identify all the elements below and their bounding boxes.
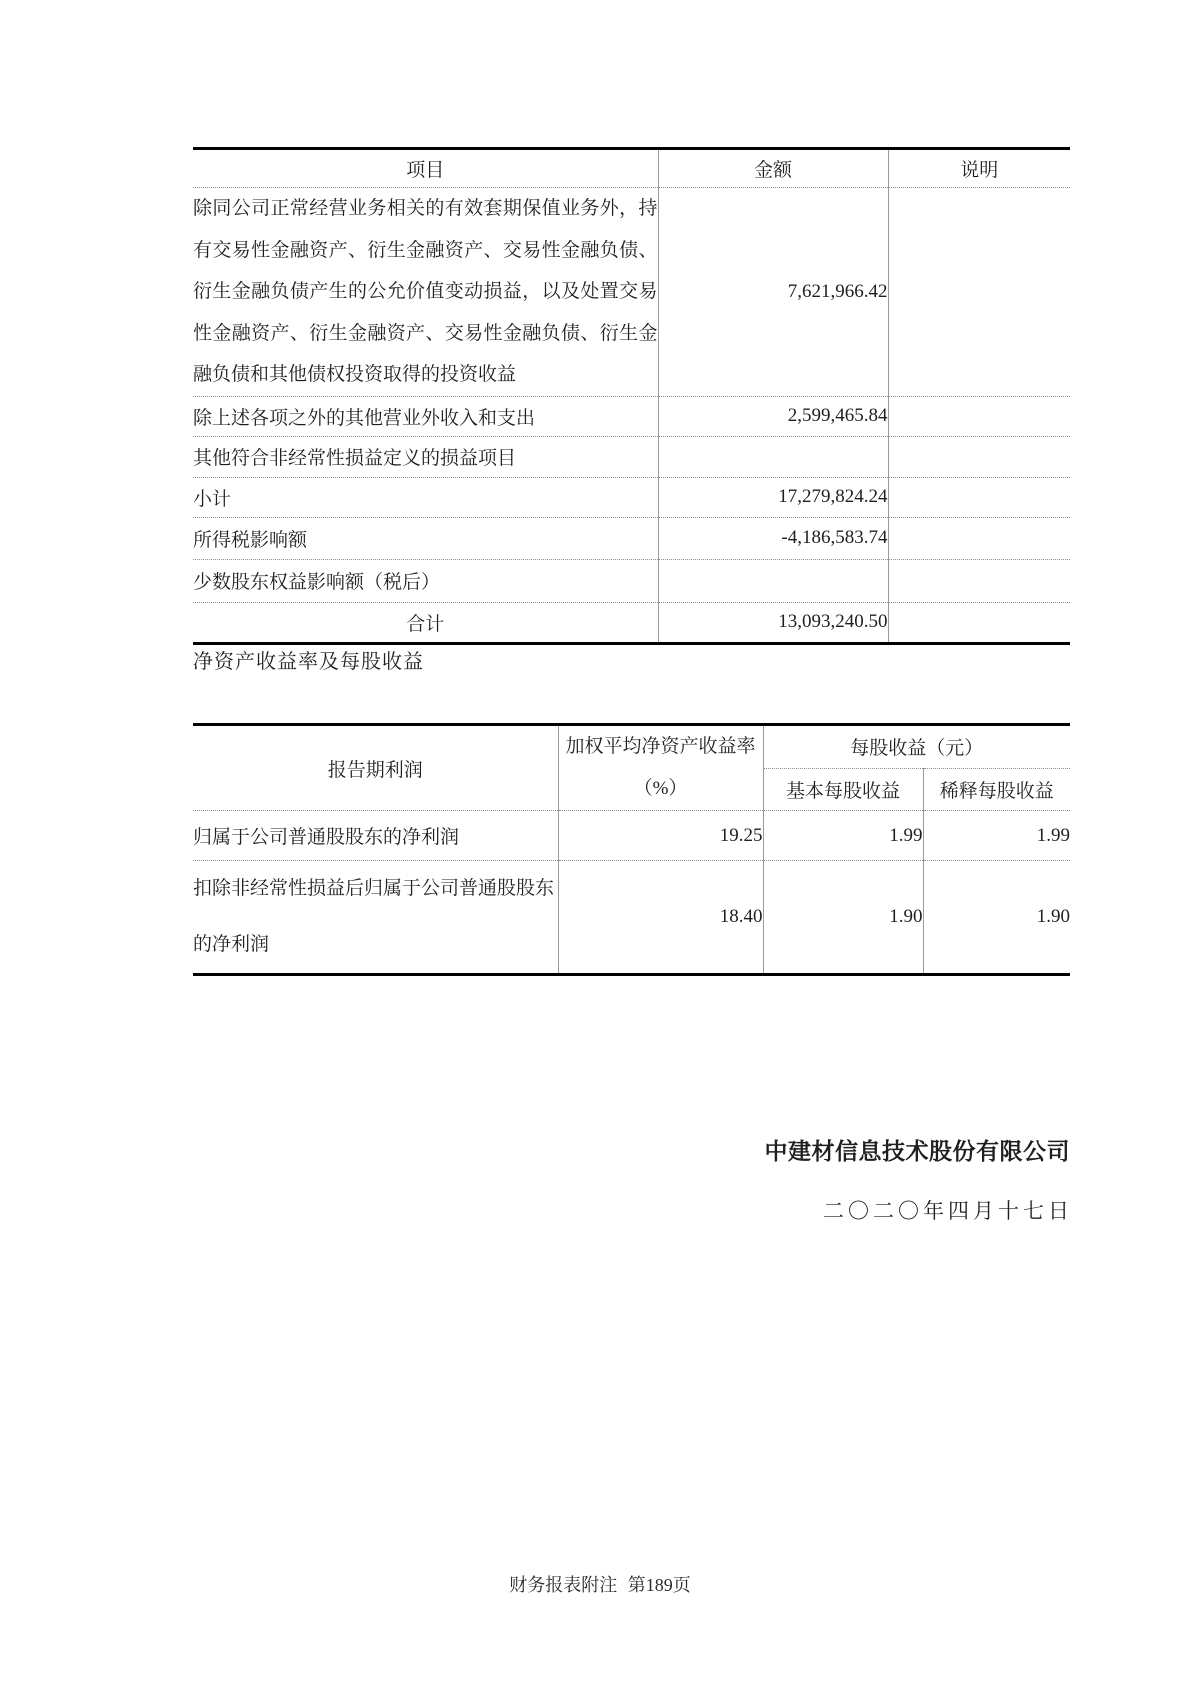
- roe-cell: 18.40: [558, 861, 763, 975]
- col-header-roe: 加权平均净资产收益率（%）: [558, 725, 763, 811]
- company-signature: 中建材信息技术股份有限公司: [764, 1139, 1070, 1164]
- diluted-eps-cell: 1.99: [923, 811, 1070, 861]
- basic-eps-cell: 1.99: [763, 811, 923, 861]
- amount-cell: -4,186,583.74: [658, 517, 888, 559]
- amount-cell: 17,279,824.24: [658, 477, 888, 517]
- profit-cell: 归属于公司普通股股东的净利润: [193, 811, 558, 861]
- table-row: [193, 861, 1070, 975]
- note-cell: [888, 602, 1070, 643]
- basic-eps-cell: 1.90: [763, 861, 923, 975]
- signature-date: 二〇二〇年四月十七日: [823, 1199, 1073, 1223]
- item-cell: 所得税影响额: [193, 517, 658, 559]
- page-footer: 财务报表附注 第189页: [509, 1575, 691, 1595]
- table-row: [193, 477, 1070, 517]
- item-cell: 除上述各项之外的其他营业外收入和支出: [193, 396, 658, 436]
- col-header-profit: 报告期利润: [193, 725, 558, 811]
- amount-cell: 7,621,966.42: [658, 188, 888, 397]
- col-header-item: 项目: [193, 149, 658, 188]
- item-cell: 其他符合非经常性损益定义的损益项目: [193, 436, 658, 477]
- table-row: [193, 811, 1070, 861]
- eps-table: [193, 723, 1070, 976]
- roe-cell: 19.25: [558, 811, 763, 861]
- note-cell: [888, 477, 1070, 517]
- amount-cell: 2,599,465.84: [658, 396, 888, 436]
- total-amount-cell: 13,093,240.50: [658, 602, 888, 643]
- col-header-diluted-eps: 稀释每股收益: [923, 768, 1070, 811]
- table-row: [193, 436, 1070, 477]
- amount-cell: [658, 559, 888, 602]
- note-cell: [888, 436, 1070, 477]
- item-cell: 小计: [193, 477, 658, 517]
- table-row: [193, 517, 1070, 559]
- eps-header-row-1: [193, 725, 1070, 769]
- col-header-amount: 金额: [658, 149, 888, 188]
- col-header-eps-group: 每股收益（元）: [763, 725, 1070, 769]
- table-row: [193, 188, 1070, 397]
- table-total-row: [193, 602, 1070, 643]
- note-cell: [888, 396, 1070, 436]
- table-row: [193, 396, 1070, 436]
- col-header-basic-eps: 基本每股收益: [763, 768, 923, 811]
- profit-cell: 扣除非经常性损益后归属于公司普通股股东的净利润: [193, 861, 558, 975]
- note-cell: [888, 517, 1070, 559]
- total-label-cell: 合计: [193, 602, 658, 643]
- table-header-row: [193, 149, 1070, 188]
- item-cell: 除同公司正常经营业务相关的有效套期保值业务外，持有交易性金融资产、衍生金融资产、交易性金融负债、衍生金融负债产生的公允价值变动损益，以及处置交易性金融资产、衍生金融资产、交易性金融负债、衍生金融负债和其他债权投资取得的投资收益: [193, 188, 658, 397]
- note-cell: [888, 559, 1070, 602]
- section-heading: 净资产收益率及每股收益: [193, 651, 424, 673]
- diluted-eps-cell: 1.90: [923, 861, 1070, 975]
- col-header-note: 说明: [888, 149, 1070, 188]
- item-cell: 少数股东权益影响额（税后）: [193, 559, 658, 602]
- amount-cell: [658, 436, 888, 477]
- note-cell: [888, 188, 1070, 397]
- table-row: [193, 559, 1070, 602]
- non-recurring-items-table: [193, 147, 1070, 645]
